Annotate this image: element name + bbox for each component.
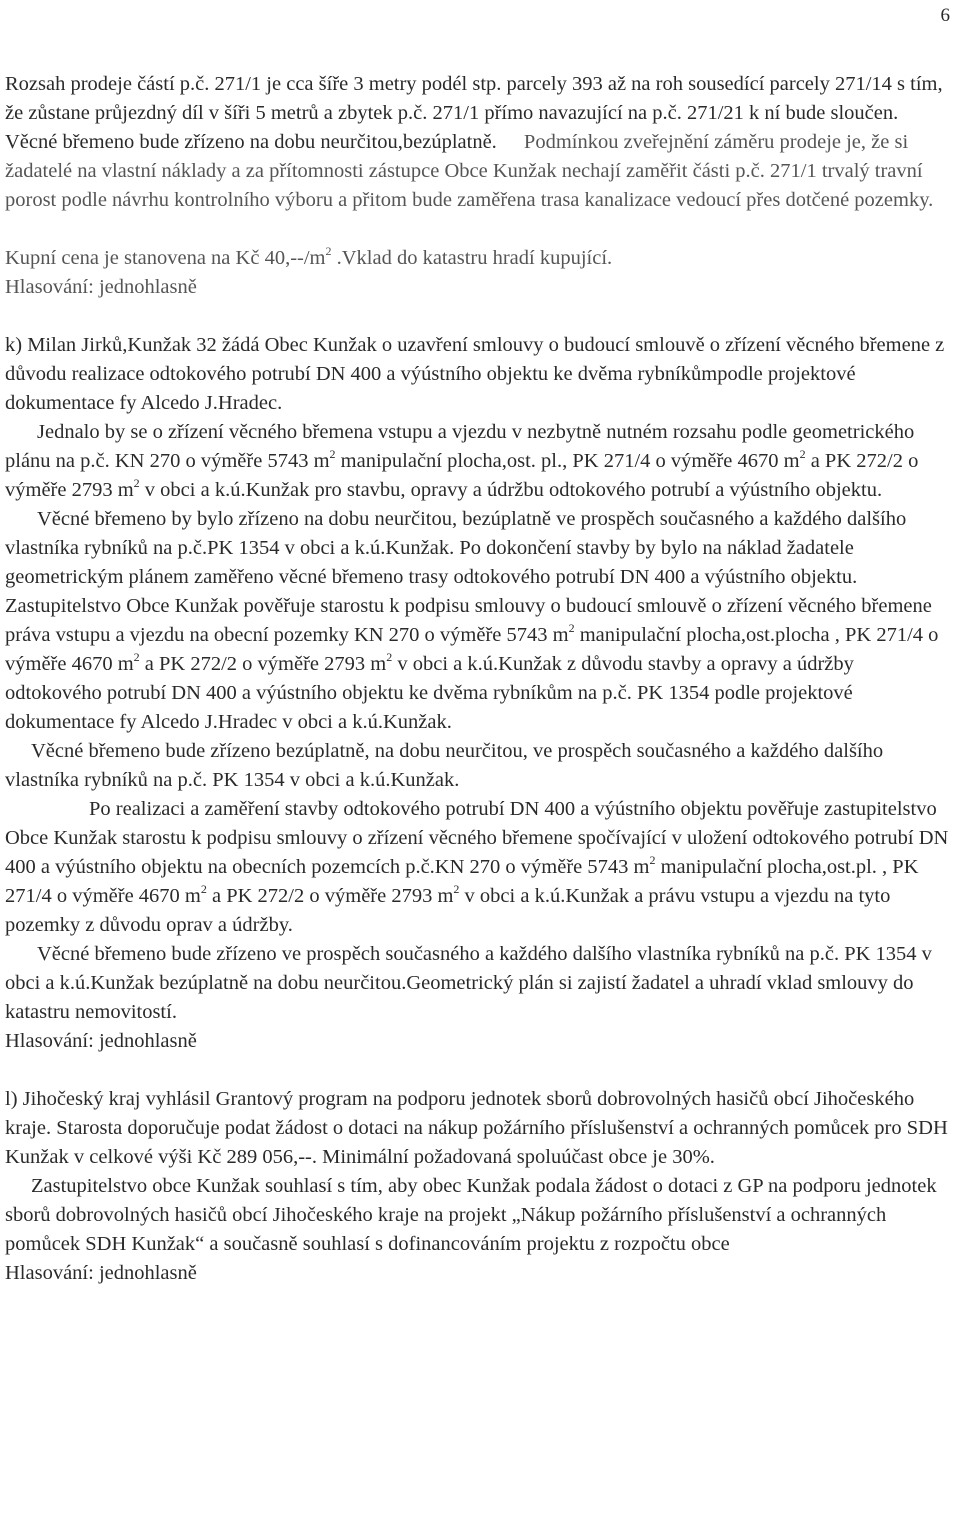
paragraph-k-authorization: Zastupitelstvo Obce Kunžak pověřuje starostu k podpisu smlouvy o budoucí smlouvě o zřízení věcného břemene práva vstupu a vjezdu na obecní pozemky KN 270 o výměře 5743 $m^2$ manipulační plocha,ost.plocha , PK 271/4 o výměře 4670 $m^2$ a PK 272/2 o výměře 2793 $m^2$ v obci a k.ú.Kunžak z důvodu stavby a opravy a údržby odtokového potrubí DN 400 a výústního objektu ke dvěma rybníkům na p.č. PK 1354 podle projektové dokumentace fy Alcedo J.Hradec v obci a k.ú.Kunžak.	[5, 595, 939, 733]
price-text: Kupní cena je stanovena na Kč 40,--/m	[5, 247, 326, 269]
paragraph-k-beneficiary: Věcné břemeno bude zřízeno ve prospěch současného a každého dalšího vlastníka rybníků na p.č. PK 1354 v obci a k.ú.Kunžak bezúplatně na dobu neurčitou.Geometrický plán si zajistí žadatel a uhradí vklad smlouvy do katastru nemovitostí.	[5, 943, 932, 1023]
condition-text: Podmínkou zveřejnění záměru prodeje je, že si žadatelé na vlastní náklady a za přítomnosti zástupce Obce Kunžak nechají zaměřit části p.č. 271/1 trvalý travní porost podle návrhu kontrolního výboru a přitom bude zaměřena trasa kanalizace vedoucí přes dotčené pozemky.	[5, 131, 934, 211]
paragraph-k-easement-scope: Jednalo by se o zřízení věcného břemena vstupu a vjezdu v nezbytně nutném rozsahu podle geometrického plánu na p.č. KN 270 o výměře 5743 $m^2$ manipulační plocha,ost. pl., PK 271/4 o výměře 4670 $m^2$ a PK 272/2 o výměře 2793 $m^2$ v obci a k.ú.Kunžak pro stavbu, opravy a údržbu odtokového potrubí a výústního objektu.	[5, 421, 919, 501]
superscript: 2	[325, 244, 332, 258]
paragraph-k-after-realization: Po realizaci a zaměření stavby odtokového potrubí DN 400 a výústního objektu pověřuje zastupitelstvo Obce Kunžak starostu k podpisu smlouvy o zřízení věcného břemene spočívající v uložení odtokového potrubí DN 400 a výústního objektu na obecních pozemcích p.č.KN 270 o výměře 5743 $m^2$ manipulační plocha,ost.pl. , PK 271/4 o výměře 4670 $m^2$ a PK 272/2 o výměře 2793 $m^2$ v obci a k.ú.Kunžak a právu vstupu a vjezdu na tyto pozemky z důvodu oprav a údržby.	[5, 798, 949, 936]
sale-scope-text: Rozsah prodeje částí p.č. 271/1 je cca šíře 3 metry podél stp. parcely 393 až na roh sousedící parcely 271/14 s tím, že zůstane průjezdný díl v šíři 5 metrů a zbytek p.č. 271/1 přímo navazující na p.č. 271/21 k ní bude sloučen.	[5, 73, 943, 124]
paragraph-k-free-easement: Věcné břemeno bude zřízeno bezúplatně, na dobu neurčitou, ve prospěch současného a každého dalšího vlastníka rybníků na p.č. PK 1354 v obci a k.ú.Kunžak.	[5, 740, 884, 791]
page-number: 6	[940, 5, 950, 26]
document-body	[5, 70, 955, 1288]
paragraph-sale-scope	[5, 70, 955, 215]
vote-k: Hlasování: jednohlasně	[5, 1030, 197, 1052]
paragraph-k-duration: Věcné břemeno by bylo zřízeno na dobu neurčitou, bezúplatně ve prospěch současného a každého dalšího vlastníka rybníků na p.č.PK 1354 v obci a k.ú.Kunžak. Po dokončení stavby by bylo na náklad žadatele geometrickým plánem zaměřeno věcné břemeno trasy odtokového potrubí DN 400 a výústního objektu.	[5, 508, 907, 588]
paragraph-price	[5, 244, 955, 273]
easement-text: Věcné břemeno bude zřízeno na dobu neurčitou,bezúplatně.	[5, 131, 497, 153]
vote-j: Hlasování: jednohlasně	[5, 276, 197, 298]
deposit-text: .Vklad do katastru hradí kupující.	[331, 247, 613, 269]
paragraph-l-grant: l) Jihočeský kraj vyhlásil Grantový program na podporu jednotek sborů dobrovolných hasičů obcí Jihočeského kraje. Starosta doporučuje podat žádost o dotaci na nákup požárního příslušenství a ochranných pomůcek pro SDH Kunžak v celkové výši Kč 289 056,--. Minimální požadovaná spoluúčast obce je 30%.	[5, 1088, 948, 1168]
paragraph-l-resolution: Zastupitelstvo obce Kunžak souhlasí s tím, aby obec Kunžak podala žádost o dotaci z GP na podporu jednotek sborů dobrovolných hasičů obcí Jihočeského kraje na projekt „Nákup požárního příslušenství a ochranných pomůcek SDH Kunžak“ a současně souhlasí s dofinancováním projektu z rozpočtu obce	[5, 1175, 937, 1255]
paragraph-k-request: k) Milan Jirků,Kunžak 32 žádá Obec Kunžak o uzavření smlouvy o budoucí smlouvě o zřízení věcného břemene z důvodu realizace odtokového potrubí DN 400 a výústního objektu ke dvěma rybníkůmpodle projektové dokumentace fy Alcedo J.Hradec.	[5, 334, 945, 414]
vote-l: Hlasování: jednohlasně	[5, 1262, 197, 1284]
